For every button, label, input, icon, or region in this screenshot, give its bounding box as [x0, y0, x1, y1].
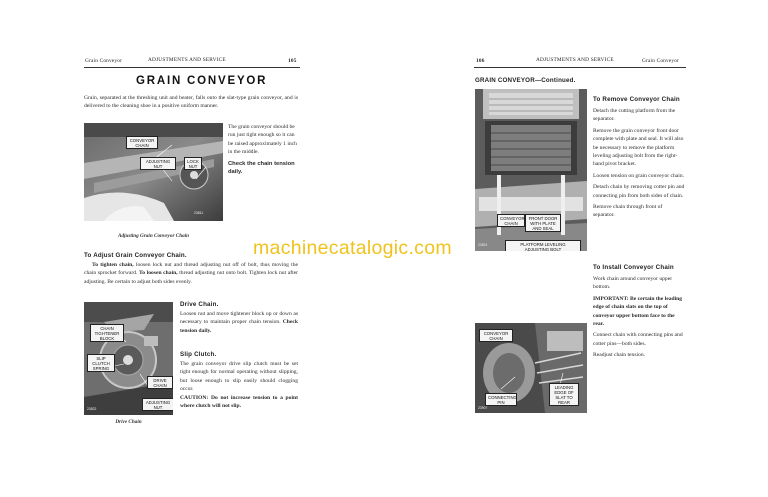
callout-conveyor-chain-2: CONVEYOR CHAIN	[479, 329, 513, 342]
remove-heading: To Remove Conveyor Chain	[593, 96, 680, 103]
install-step-2: Connect chain with connecting pins and cotter pins—both sides.	[593, 332, 683, 347]
connecting-pin-photo	[475, 323, 587, 413]
drive-chain-bold: Check tension daily.	[180, 319, 298, 334]
figure-number-2: 23822	[87, 407, 97, 411]
conveyor-chain-photo	[84, 123, 223, 221]
drive-chain-text: Loosen nut and move tightener block up or down as necessary to maintain proper chain tension.	[180, 311, 298, 326]
callout-adjusting-nut: ADJUSTING NUT	[140, 157, 176, 170]
slip-clutch-heading: Slip Clutch.	[180, 351, 217, 358]
callout-slip-clutch-spring: SLIP CLUTCH SPRING	[87, 354, 115, 372]
side-paragraph	[228, 123, 298, 176]
watermark-text: machinecatalogic.com	[253, 237, 452, 259]
important-note	[593, 295, 685, 329]
running-header-section: ADJUSTMENTS AND SERVICE	[148, 57, 226, 63]
callout-conveyor-chain: CONVEYOR CHAIN	[126, 136, 158, 149]
slip-clutch-paragraph: The grain conveyor drive slip clutch must be set tight enough for normal operating without slipping, but loose enough to slip easily should clogging occur.	[180, 361, 298, 393]
important-text: Be certain the leading edge of chain slats on the top of conveyor upper bottom face to the rear.	[593, 295, 683, 328]
running-header-title-right: Grain Conveyor	[642, 58, 680, 64]
figure-number-3: 23821	[478, 243, 488, 247]
caution-text: Do not increase tension to a point where clutch will not slip.	[180, 395, 298, 410]
header-rule	[84, 67, 300, 68]
side-text: The grain conveyor should be run just tight enough so it can be raised approximately 1 inch in the middle.	[228, 124, 297, 156]
caution-paragraph	[180, 394, 298, 411]
callout-conveyor-chain-r: CONVEYOR CHAIN	[497, 214, 525, 227]
loosen-label: To loosen chain,	[139, 270, 178, 277]
running-header-title: Grain Conveyor	[85, 58, 123, 64]
adjust-paragraph	[84, 261, 298, 286]
drive-chain-heading: Drive Chain.	[180, 301, 219, 308]
drive-chain-paragraph	[180, 310, 298, 335]
loosen-text: thread adjusting nut onto bolt. Tighten lock nut after adjusting. Be certain to adjust both sides evenly.	[84, 270, 298, 285]
intro-paragraph: Grain, separated at the threshing unit and beater, falls onto the slat-type grain conveyor, and is delivered to the cleaning shoe in a positive uniform manner.	[84, 95, 298, 110]
remove-step-4: Detach chain by removing cotter pin and connecting pin from both sides of chain.	[593, 184, 685, 199]
remove-steps	[593, 107, 685, 220]
page-number: 105	[288, 58, 297, 64]
running-header-section-right: ADJUSTMENTS AND SERVICE	[536, 57, 614, 63]
caution-label: CAUTION:	[180, 395, 209, 401]
figure-caption: Adjusting Grain Conveyor Chain	[117, 233, 190, 239]
remove-step-3: Loosen tension on grain conveyor chain.	[593, 172, 685, 179]
remove-step-5: Remove chain through front of separator.	[593, 204, 663, 219]
important-label: IMPORTANT:	[593, 295, 629, 302]
continued-heading: GRAIN CONVEYOR—Continued.	[475, 77, 576, 84]
install-steps	[593, 275, 685, 360]
figure-number: 23811	[194, 211, 204, 215]
callout-connecting-pin: CONNECTING PIN	[485, 393, 517, 406]
tighten-label: To tighten chain,	[92, 262, 134, 268]
side-bold-note: Check the chain tension daily.	[228, 160, 295, 176]
header-rule-right	[474, 67, 686, 68]
remove-step-2: Remove the grain conveyor front door complete with plate and seal. It will also be necessary to remove the platform leveling adjusting bolt from the right-hand pivot bracket.	[593, 127, 684, 168]
drive-chain-photo	[84, 302, 173, 415]
callout-platform-leveling-bolt: PLATFORM LEVELING ADJUSTING BOLT	[505, 240, 581, 251]
tighten-text: loosen lock nut and thread adjusting nut off of bolt, thus moving the chain sprocket forward.	[84, 262, 298, 277]
callout-lock-nut: LOCK NUT	[184, 157, 202, 170]
install-step-1: Work chain around conveyor upper bottom.	[593, 276, 673, 291]
page-title: GRAIN CONVEYOR	[136, 75, 268, 87]
remove-step-1: Detach the cutting platform from the separator.	[593, 108, 676, 123]
page-number-right: 106	[476, 58, 485, 64]
figure-number-4: 23907	[478, 406, 488, 410]
install-heading: To Install Conveyor Chain	[593, 264, 674, 271]
callout-leading-edge: LEADING EDGE OF SLAT TO REAR	[549, 383, 579, 406]
adjust-heading: To Adjust Grain Conveyor Chain.	[84, 252, 187, 259]
callout-drive-chain: DRIVE CHAIN	[147, 376, 173, 389]
callout-adjusting-nut-2: ADJUSTING NUT	[142, 398, 173, 411]
install-step-3: Readjust chain tension.	[593, 352, 646, 359]
figure-caption-2: Drive Chain	[115, 419, 142, 425]
front-door-photo	[475, 89, 587, 251]
callout-chain-tightener-block: CHAIN TIGHTENER BLOCK	[90, 324, 124, 342]
callout-front-door: FRONT DOOR WITH PLATE AND SEAL	[525, 214, 561, 232]
